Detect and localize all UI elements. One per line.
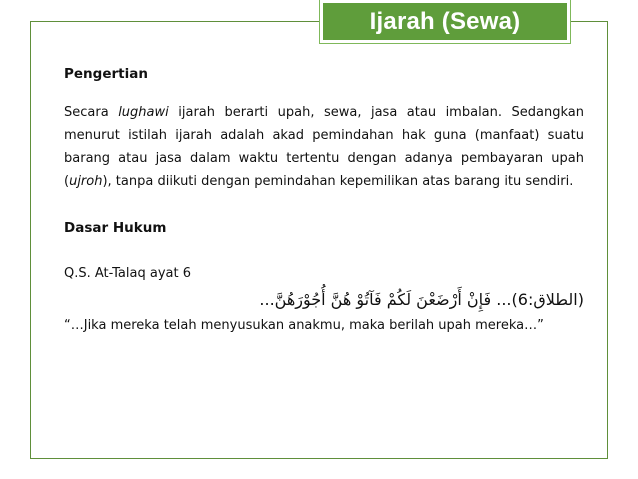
quran-reference: Q.S. At-Talaq ayat 6 [64,266,191,281]
definition-text-1: Secara [64,105,119,120]
definition-text-2: ijarah berarti upah, sewa, jasa atau imbalan. Sedangkan menurut istilah ijarah adalah akad pemindahan hak guna (manfaat) suatu barang atau jasa dalam waktu tertentu dengan adanya pembayaran upah ( [64,105,584,189]
definition-paragraph [64,101,584,193]
definition-italic-lughawi: lughawi [118,105,169,120]
slide-content [64,63,584,337]
title-banner [320,0,570,43]
definition-italic-ujroh: ujroh [69,174,103,189]
heading-pengertian: Pengertian [64,66,148,82]
definition-text-3: ), tanpa diikuti dengan pemindahan kepemilikan atas barang itu sendiri. [102,174,574,189]
heading-dasar-hukum: Dasar Hukum [64,220,167,236]
slide-title: Ijarah (Sewa) [369,7,521,35]
arabic-verse: (الطلاق:6)... فَإِنْ أَرْضَعْنَ لَكُمْ فَآتُوْ هُنَّ أُجُوْرَهُنَّ... [259,290,584,309]
verse-translation: “…Jika mereka telah menyusukan anakmu, maka berilah upah mereka…” [64,318,544,333]
